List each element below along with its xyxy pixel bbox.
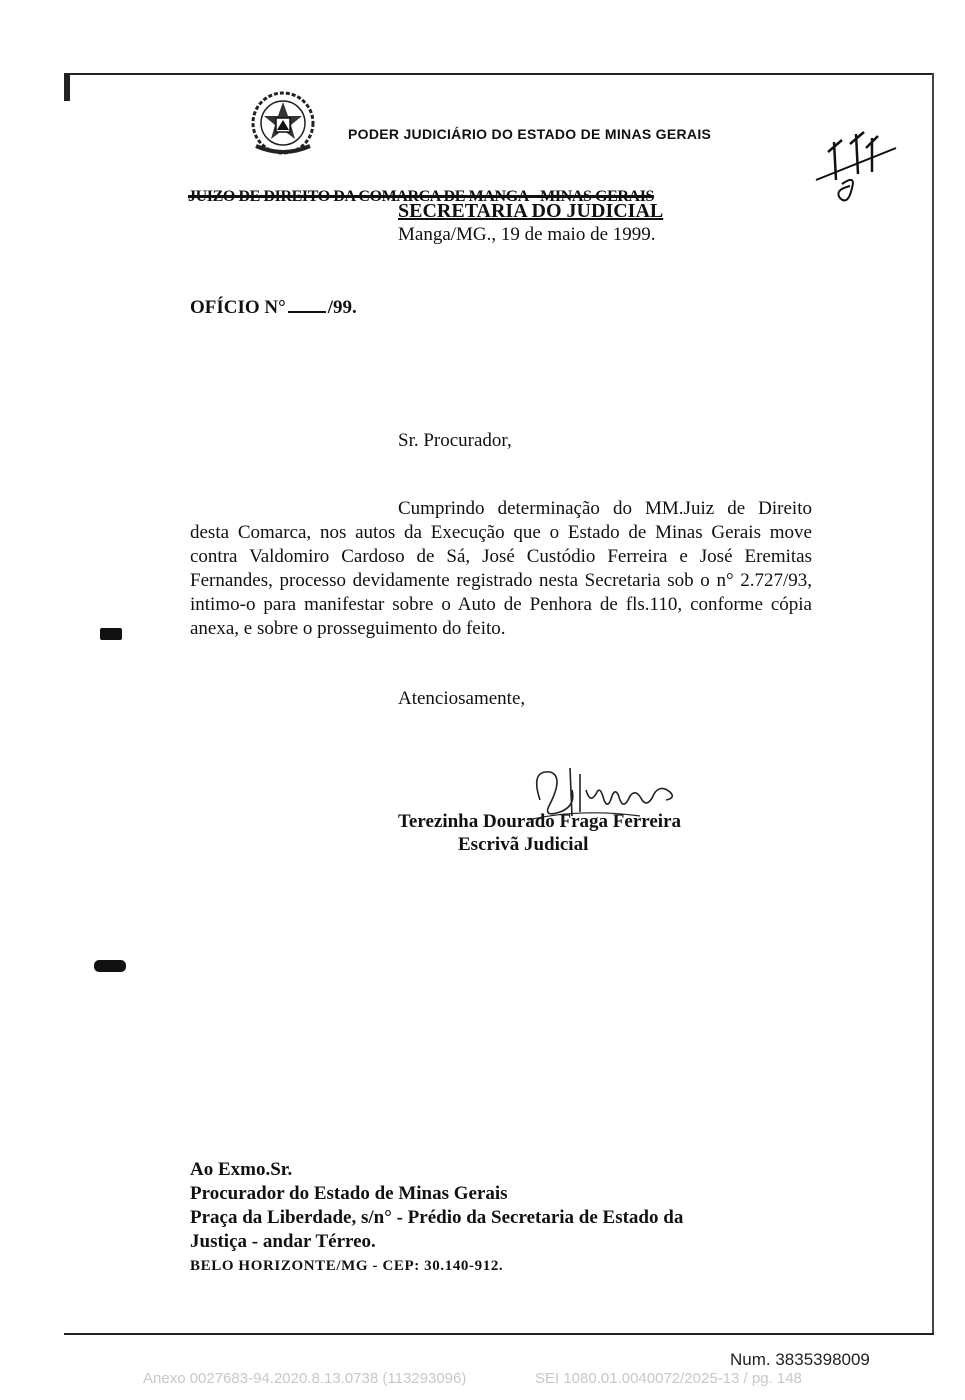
scan-mark [94, 960, 126, 972]
page-border-top [64, 73, 934, 75]
address-line: Ao Exmo.Sr. [190, 1159, 293, 1180]
signer-name: Terezinha Dourado Fraga Ferreira [398, 811, 682, 832]
struck-court-line: JUIZO DE DIREITO DA COMARCA DE MANGA - MINAS GERAIS [188, 188, 655, 202]
signer-role: Escrivã Judicial [458, 834, 589, 855]
letter-body: Cumprindo determinação do MM.Juiz de Direito desta Comarca, nos autos da Execução que o Estado de Minas Gerais move contra Valdomiro Cardoso de Sá, José Custódio Ferreira e José Eremitas Fernandes, processo devidamente registrado nesta Secretaria sob o n° 2.727/93, intimo-o para manifestar sobre o Auto de Penhora de fls.110, conforme cópia anexa, e sobre o prosseguimento do feito. [190, 498, 812, 639]
address-line: Praça da Liberdade, s/n° - Prédio da Secretaria de Estado da [190, 1207, 684, 1228]
recipient-address [190, 1158, 683, 1278]
page-border-bottom [64, 1333, 934, 1335]
coat-of-arms-icon [246, 90, 320, 160]
annex-reference: Anexo 0027683-94.2020.8.13.0738 (113293096) [143, 1370, 467, 1387]
oficio-suffix: /99. [327, 297, 357, 318]
document-number: Num. 3835398009 [730, 1350, 870, 1369]
handwritten-page-number [812, 128, 902, 214]
oficio-prefix: OFÍCIO N° [190, 297, 286, 318]
oficio-number [190, 297, 357, 319]
address-city-line: BELO HORIZONTE/MG - CEP: 30.140-912. [190, 1258, 504, 1274]
sei-reference: SEI 1080.01.0040072/2025-13 / pg. 148 [535, 1370, 802, 1387]
address-line: Justiça - andar Térreo. [190, 1231, 376, 1252]
institution-title: PODER JUDICIÁRIO DO ESTADO DE MINAS GERAIS [348, 126, 712, 142]
closing: Atenciosamente, [398, 688, 526, 709]
oficio-blank [288, 311, 326, 313]
salutation: Sr. Procurador, [398, 430, 512, 451]
page-corner-mark [64, 73, 70, 101]
date-line: Manga/MG., 19 de maio de 1999. [398, 224, 656, 245]
department-title: SECRETARIA DO JUDICIAL [398, 200, 664, 222]
page-border-right [932, 73, 934, 1335]
address-line: Procurador do Estado de Minas Gerais [190, 1183, 508, 1204]
scan-mark [100, 628, 122, 640]
